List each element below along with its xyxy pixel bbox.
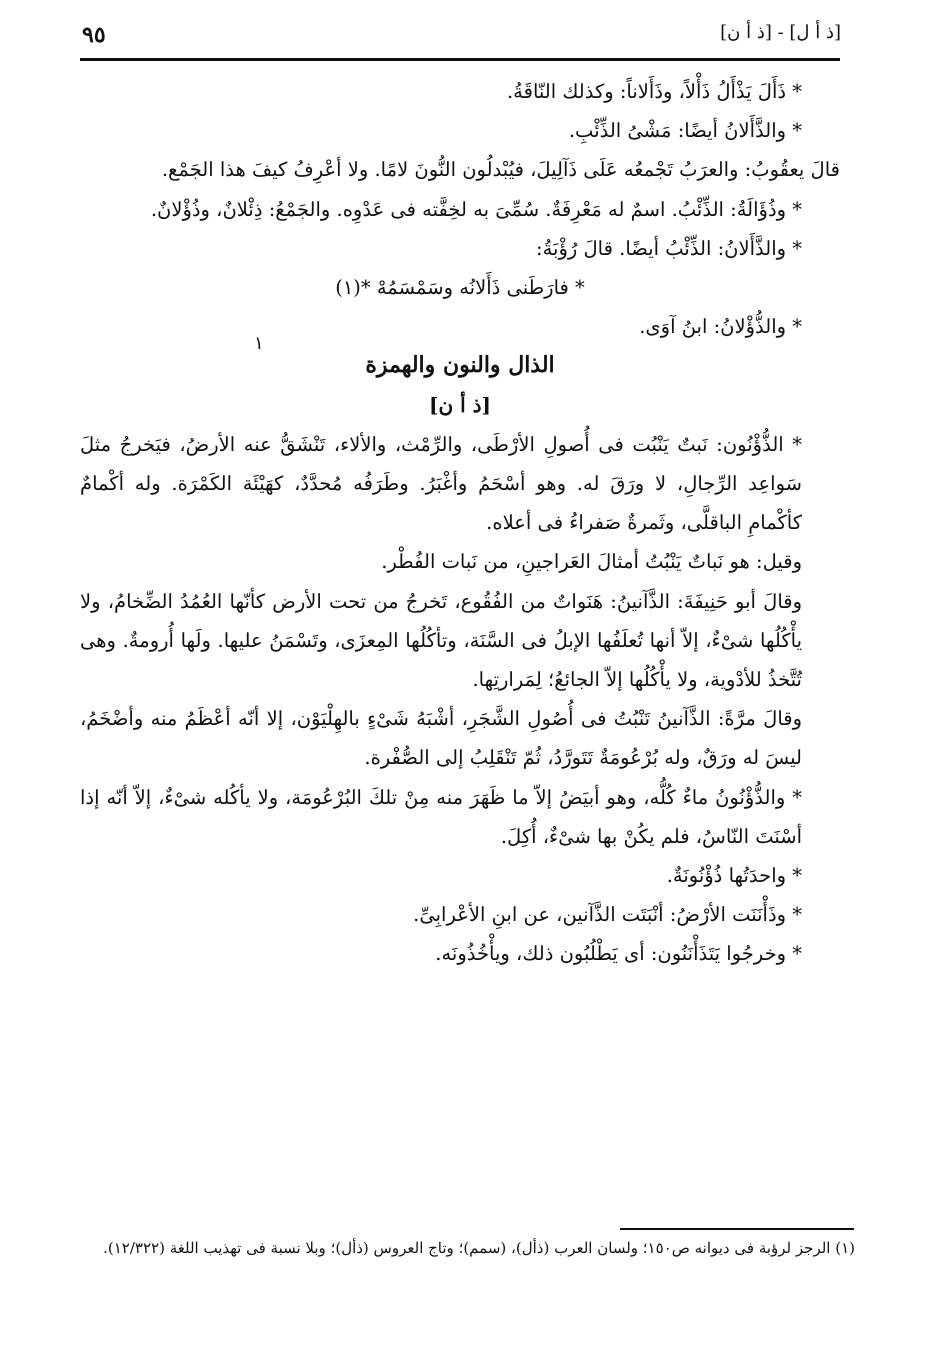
entry-paragraph: * والذُّؤْنُونُ ماءٌ كُلُّه، وهو أبيَضُ إلاّ ما ظَهَرَ منه مِنْ تلكَ البُرْعُومَة، ولا يأكُله شىْءٌ، إلاّ أنّه إذا أسْنَتَ النّاسُ، فلم يكُنْ بها شىْءٌ، أُكِلَ. xyxy=(80,785,802,848)
running-head: [ذ أ ل] - [ذ أ ن] xyxy=(720,22,841,43)
margin-mark: ١ xyxy=(254,333,264,354)
entry-paragraph: * وذَأْنَنَت الأرْضُ: أنْبَتَت الذَّآنين، عن ابنِ الأعْرابِىِّ. xyxy=(413,903,802,927)
header-rule xyxy=(80,58,840,61)
main-text xyxy=(80,72,840,974)
section-title: الذال والنون والهمزة xyxy=(365,352,555,379)
entry-paragraph: وقيل: هو نَباتٌ يَنْبُتُ أمثالَ العَراجينِ، من نَبات الفُطْر. xyxy=(381,550,802,574)
footnote-rule xyxy=(620,1228,854,1230)
entry-paragraph: * وذُؤَالَةُ: الذِّئْبُ. اسمٌ له مَعْرِفَةٌ. سُمِّىَ به لخِفَّته فى عَدْوِه. والجَمْعُ: ذِئْلانٌ، وذُؤْلانٌ. xyxy=(150,197,802,221)
entry-paragraph: قالَ يعقُوبُ: والعرَبُ تَجْمعُه عَلَى ذَآلِيلَ، فيُبْدلُون النُّونَ لامًا. ولا أعْرِفُ كيفَ هذا الجَمْع. xyxy=(161,158,840,182)
page-number: ٩٥ xyxy=(82,22,106,48)
entry-paragraph: * والذَّأَلانُ أيضًا: مَشْىُ الذِّئْبِ. xyxy=(568,119,802,143)
entry-paragraph: * ذَأَلَ يَذْأَلُ ذَأْلاً، وذَأَلاناً: وكذلك النّاقَةُ. xyxy=(506,80,802,103)
verse-line: * فارَطَنى ذَأَلانُه وسَمْسَمُهْ *(١) xyxy=(335,276,585,300)
entry-paragraph: * الذُّؤْنُون: نَبتٌ يَنْبُت فى أُصولِ الأرْطَى، والرِّمْث، والألاء، تَنْشَقُّ عنه الأرضُ، فيَخرجُ مثلَ سَواعِد الرِّجالِ، لا ورَقَ له. وهو أسْحَمُ وأغْبَرُ. وطَرَفُه مُحدَّدٌ، كهَيْئَة الكَمْرَة. وله أكْمامٌ كأكْمامِ الباقلَّى، وثَمرةٌ صَفراءُ فى أعلاه. xyxy=(80,432,802,535)
entry-paragraph: * والذُّؤْلانُ: ابنُ آوَى. xyxy=(639,315,802,339)
entry-paragraph: * وخرجُوا يَتَذَأْنَنُون: أى يَطْلُبُون ذلك، ويأْخُذُونَه. xyxy=(435,942,802,966)
entry-paragraph: وقالَ مرَّةً: الذَّآنينُ تَنْبُتُ فى أُصُولِ الشَّجَرِ، أشْبَهُ شَىْءٍ بالهِلْيَوْن، إلا أنّه أعْظَمُ منه وأضْخَمُ، ليسَ له ورَقٌ، وله بُرْعُومَةٌ تَتَورَّدُ، ثُمّ تَنْقَلِبُ إلى الصُّفْرة. xyxy=(80,707,802,770)
entry-paragraph: * والذَّأَلانُ: الذِّئْبُ أيضًا. قالَ رُؤْبَةُ: xyxy=(536,236,802,260)
root-label: [ذ أ ن] xyxy=(428,392,491,417)
entry-paragraph: وقالَ أبو حَنِيفَةَ: الذَّآنينُ: هَنَواتٌ من الفُقُوع، تَخرجُ من تحت الأرض كأنّها العُمُدُ الضِّخامُ، ولا يأْكُلُها شىْءٌ، إلاّ أنها تُعلَفُها الإبلُ فى السَّنَة، وتأكُلُها المِعزَى، وتَسْمَنُ عليها. ولَها أُرومةٌ. وهى تُتَّخذُ للأدْوية، ولا يأْكُلُها إلاّ الجائعُ؛ لِمَرارتِها. xyxy=(80,589,802,692)
footnote: (١) الرجز لرؤبة فى ديوانه ص١٥٠؛ ولسان العرب (ذأل)، (سمم)؛ وتاج العروس (ذأل)؛ وبلا نسبة فى تهذيب اللغة (١٢/٣٢٢). xyxy=(103,1239,855,1257)
entry-paragraph: * واحدَتُها ذُؤْنُونَةٌ. xyxy=(666,864,802,888)
